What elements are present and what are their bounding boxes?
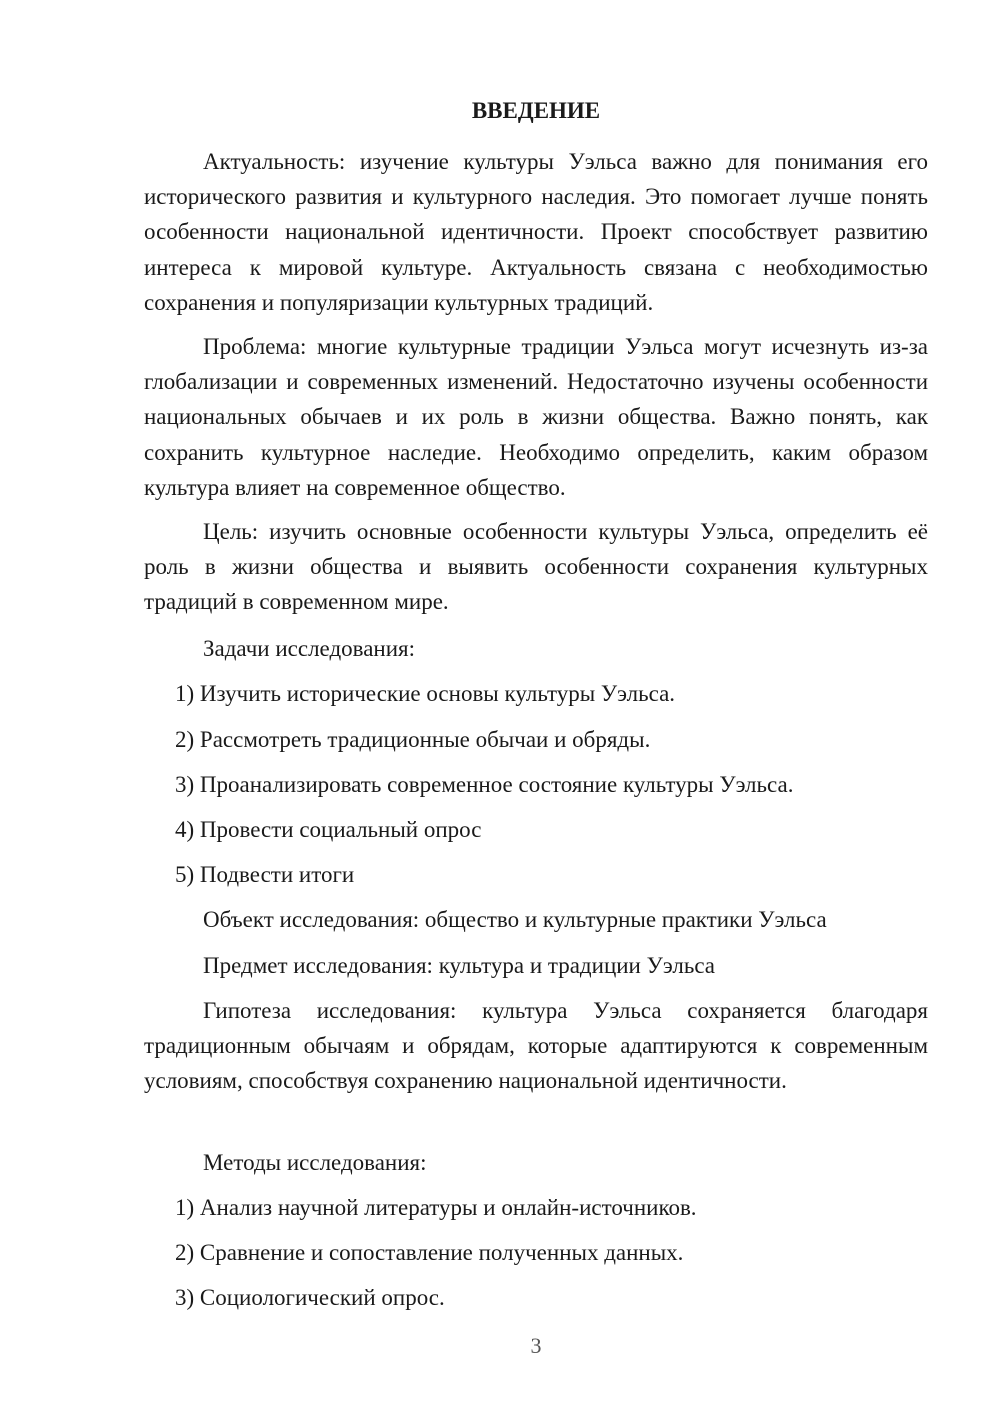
goal-paragraph: Цель: изучить основные особенности культуры Уэльса, определить её роль в жизни общества и выявить особенности сохранения культурных традиций в современном мире. bbox=[144, 519, 928, 615]
task-item-2: 2) Рассмотреть традиционные обычаи и обряды. bbox=[175, 727, 651, 752]
method-item-3: 3) Социологический опрос. bbox=[175, 1285, 445, 1310]
research-object: Объект исследования: общество и культурные практики Уэльса bbox=[203, 907, 827, 932]
page-title: ВВЕДЕНИЕ bbox=[471, 98, 601, 123]
tasks-heading: Задачи исследования: bbox=[203, 636, 416, 661]
method-item-2: 2) Сравнение и сопоставление полученных данных. bbox=[175, 1240, 684, 1265]
relevance-paragraph: Актуальность: изучение культуры Уэльса важно для понимания его исторического развития и культурного наследия. Это помогает лучше понять особенности национальной идентичности. Проект способствует развитию интереса к мировой культуре. Актуальность связана с необходимостью сохранения и популяризации культурных традиций. bbox=[144, 149, 928, 315]
hypothesis-paragraph: Гипотеза исследования: культура Уэльса сохраняется благодаря традиционным обычаям и обрядам, которые адаптируются к современным условиям, способствуя сохранению национальной идентичности. bbox=[144, 998, 928, 1094]
task-item-4: 4) Провести социальный опрос bbox=[175, 817, 482, 842]
methods-heading: Методы исследования: bbox=[203, 1150, 427, 1175]
research-subject: Предмет исследования: культура и традиции Уэльса bbox=[203, 953, 716, 978]
problem-paragraph: Проблема: многие культурные традиции Уэльса могут исчезнуть из-за глобализации и современных изменений. Недостаточно изучены особенности национальных обычаев и их роль в жизни общества. Важно понять, как сохранить культурное наследие. Необходимо определить, каким образом культура влияет на современное общество. bbox=[144, 334, 928, 500]
task-item-1: 1) Изучить исторические основы культуры Уэльса. bbox=[175, 681, 676, 706]
method-item-1: 1) Анализ научной литературы и онлайн-источников. bbox=[175, 1195, 697, 1220]
task-item-3: 3) Проанализировать современное состояние культуры Уэльса. bbox=[175, 772, 794, 797]
page-number: 3 bbox=[530, 1333, 542, 1358]
task-item-5: 5) Подвести итоги bbox=[175, 862, 355, 887]
